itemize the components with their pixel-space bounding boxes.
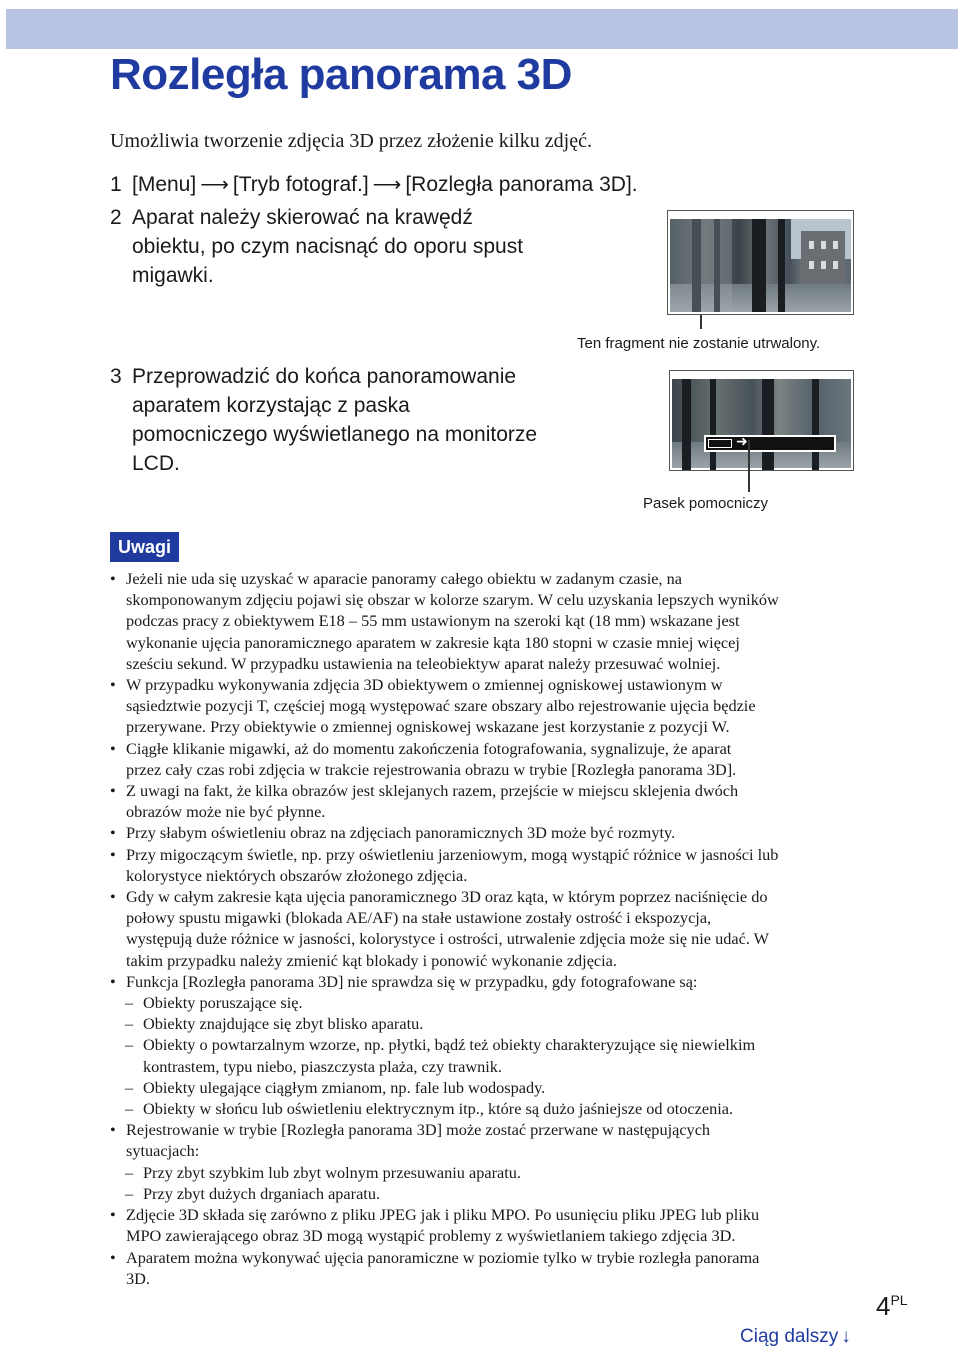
step-line: migawki. xyxy=(132,264,214,287)
dash-marker: – xyxy=(125,1162,134,1182)
note-line: kolorystyce niektórych obszarów złożonego zdjęcia. xyxy=(126,865,468,885)
unrecorded-area xyxy=(670,219,732,312)
note-line: • Gdy w całym zakresie kąta ujęcia panoramicznego 3D oraz kąta, w którym poprzez naciśnięcie do xyxy=(126,887,768,907)
note-line: • Jeżeli nie uda się uzyskać w aparacie panoramy całego obiektu w zadanym czasie, na xyxy=(126,569,683,588)
caption-leader-line xyxy=(700,315,702,329)
note-sub-item xyxy=(110,1077,860,1098)
step-line: Przeprowadzić do końca panoramowanie xyxy=(132,365,517,388)
note-line: podczas pracy z obiektywem E18 – 55 mm ustawionym na szeroki kąt (18 mm) wskazane jest xyxy=(126,611,740,631)
dash-marker: – xyxy=(125,1183,134,1203)
note-sub-line: Obiekty w słońcu lub oświetleniu elektrycznym itp., które są dużo jaśniejsze od otoczenia. xyxy=(143,1099,734,1119)
step-line: aparatem korzystając z paska xyxy=(132,394,410,417)
arrow-right-icon: ➜ xyxy=(736,433,748,449)
note-sub-item xyxy=(110,1183,860,1204)
dash-marker: – xyxy=(125,1014,134,1034)
note-line: MPO zawierającego obraz 3D mogą wystąpić problemy z wyświetlaniem takiego zdjęcia 3D. xyxy=(126,1226,736,1246)
arrow-right-icon: ⟶ xyxy=(372,174,402,196)
page-title: Rozległa panorama 3D xyxy=(110,50,572,99)
note-item xyxy=(110,822,860,843)
menu-path-menu: [Menu] xyxy=(132,173,197,196)
note-line: takim przypadku należy zmienić kąt blokady i ponowić wykonanie zdjęcia. xyxy=(126,950,617,970)
continue-label: Ciąg dalszy xyxy=(740,1326,839,1347)
step-number: 3 xyxy=(110,365,122,388)
note-item xyxy=(110,971,860,992)
note-sub-item xyxy=(110,1162,860,1183)
note-line: • W przypadku wykonywania zdjęcia 3D obiektywem o zmiennej ogniskowej ustawionym w xyxy=(126,675,723,695)
note-line: • Zdjęcie 3D składa się zarówno z pliku JPEG jak i pliku MPO. Po usunięciu pliku JPEG lub pliku xyxy=(126,1205,760,1225)
note-item xyxy=(110,568,860,674)
step-number: 2 xyxy=(110,206,122,229)
note-line: • Z uwagi na fakt, że kilka obrazów jest sklejanych razem, przejście w miejscu sklejenia dwóch xyxy=(126,781,739,801)
note-item xyxy=(110,886,860,971)
arrow-right-icon: ⟶ xyxy=(200,174,229,196)
note-line: wykonanie ujęcia panoramicznego aparatem w zakresie kąta 180 stopni w czasie mniej więcej xyxy=(126,632,740,652)
note-line: występują duże różnice w jasności, kolorystyce i ostrości, utrwalenie zdjęcia może się nie udać. W xyxy=(126,929,770,949)
step-2 xyxy=(110,203,523,290)
note-item xyxy=(110,844,860,886)
step-line: obiektu, po czym nacisnąć do oporu spust xyxy=(132,235,524,258)
dash-marker: – xyxy=(125,1077,134,1097)
note-sub-line: Obiekty o powtarzalnym wzorze, np. płytki, bądź też obiekty charakteryzujące się niewielkim xyxy=(143,1035,756,1055)
note-sub-item xyxy=(110,1034,860,1076)
note-line: skomponowanym zdjęciu pojawi się obszar w kolorze szarym. W celu uzyskania lepszych wyników xyxy=(126,590,779,610)
note-line: sąsiedztwie pozycji T, częściej mogą występować szare obszary albo rejestrowanie ujęcia będzie xyxy=(126,696,756,716)
step-line: Aparat należy skierować na krawędź xyxy=(132,206,473,229)
page-number-value: 4 xyxy=(876,1291,891,1321)
step-3 xyxy=(110,362,537,478)
note-sub-line: Przy zbyt dużych drganiach aparatu. xyxy=(143,1183,381,1203)
caption-not-recorded: Ten fragment nie zostanie utrwalony. xyxy=(577,335,821,352)
step-1 xyxy=(110,170,638,200)
note-line: przez cały czas robi zdjęcia w trakcie rejestrowania obrazu w trybie [Rozległa panorama 3D]. xyxy=(126,759,737,779)
guide-bar-progress xyxy=(708,439,732,448)
step-line: LCD. xyxy=(132,452,180,475)
note-item xyxy=(110,738,860,780)
note-line: • Przy słabym oświetleniu obraz na zdjęciach panoramicznych 3D może być rozmyty. xyxy=(126,823,676,843)
menu-path-mode: [Tryb fotograf.] xyxy=(232,173,369,196)
dash-marker: – xyxy=(125,1099,134,1119)
note-sub-item xyxy=(110,1098,860,1119)
step-line: pomocniczego wyświetlanego na monitorze xyxy=(132,423,538,446)
note-sub-item xyxy=(110,1013,860,1034)
page-language: PL xyxy=(890,1292,908,1308)
note-item xyxy=(110,780,860,822)
notes-list xyxy=(110,568,860,1289)
step-number: 1 xyxy=(110,173,122,196)
note-sub-item xyxy=(110,992,860,1013)
note-line: • Przy migoczącym świetle, np. przy oświetleniu jarzeniowym, mogą wystąpić różnice w jasności lub xyxy=(126,844,779,864)
dash-marker: – xyxy=(125,1035,134,1055)
arrow-down-icon: ↓ xyxy=(841,1326,851,1347)
page-number xyxy=(876,1291,908,1322)
colonnade-photo xyxy=(670,219,851,312)
caption-guide-bar: Pasek pomocniczy xyxy=(643,495,769,512)
panorama-guide-illustration xyxy=(669,370,854,471)
note-item xyxy=(110,674,860,738)
header-band xyxy=(6,9,958,49)
guide-bar xyxy=(704,435,836,452)
note-line: przerywane. Przy obiektywie o zmiennej ogniskowej wskazane jest korzystanie z pozycji W. xyxy=(126,717,730,737)
note-line: połowy spustu migawki (blokada AE/AF) na stałe ustawione zostały ostrość i ekspozycja, xyxy=(126,908,712,928)
note-line: obrazów może nie być płynne. xyxy=(126,802,326,822)
note-sub-line: Obiekty znajdujące się zbyt blisko aparatu. xyxy=(143,1014,424,1034)
menu-path-panorama: [Rozległa panorama 3D]. xyxy=(405,173,638,196)
note-line: • Aparatem można wykonywać ujęcia panoramiczne w poziomie tylko w trybie rozległa panorama xyxy=(126,1247,760,1267)
note-item xyxy=(110,1247,860,1289)
note-line: sytuacjach: xyxy=(126,1141,200,1161)
note-line: sześciu sekund. W przypadku ustawienia na teleobiektyw aparat należy przesuwać wolniej. xyxy=(126,653,721,673)
colonnade-photo xyxy=(672,379,851,468)
panorama-start-illustration xyxy=(667,210,854,315)
continue-link[interactable] xyxy=(740,1326,851,1348)
caption-leader-line xyxy=(748,440,750,492)
note-sub-line: Obiekty poruszające się. xyxy=(143,993,303,1013)
notes-heading: Uwagi xyxy=(110,532,179,562)
dash-marker: – xyxy=(125,993,134,1013)
note-line: • Ciągłe klikanie migawki, aż do momentu zakończenia fotografowania, sygnalizuje, że aparat xyxy=(126,738,732,758)
note-line: • Funkcja [Rozległa panorama 3D] nie sprawdza się w przypadku, gdy fotografowane są: xyxy=(126,971,698,991)
note-item xyxy=(110,1204,860,1246)
note-line: • Rejestrowanie w trybie [Rozległa panorama 3D] może zostać przerwane w następujących xyxy=(126,1120,711,1140)
intro-text: Umożliwia tworzenie zdjęcia 3D przez złożenie kilku zdjęć. xyxy=(110,130,592,152)
note-sub-line: Przy zbyt szybkim lub zbyt wolnym przesuwaniu aparatu. xyxy=(143,1162,521,1182)
note-sub-line: Obiekty ulegające ciągłym zmianom, np. fale lub wodospady. xyxy=(143,1077,546,1097)
note-line: 3D. xyxy=(126,1268,150,1288)
note-sub-line: kontrastem, typu niebo, piaszczysta plaża, czy trawnik. xyxy=(143,1056,502,1076)
note-item xyxy=(110,1119,860,1161)
